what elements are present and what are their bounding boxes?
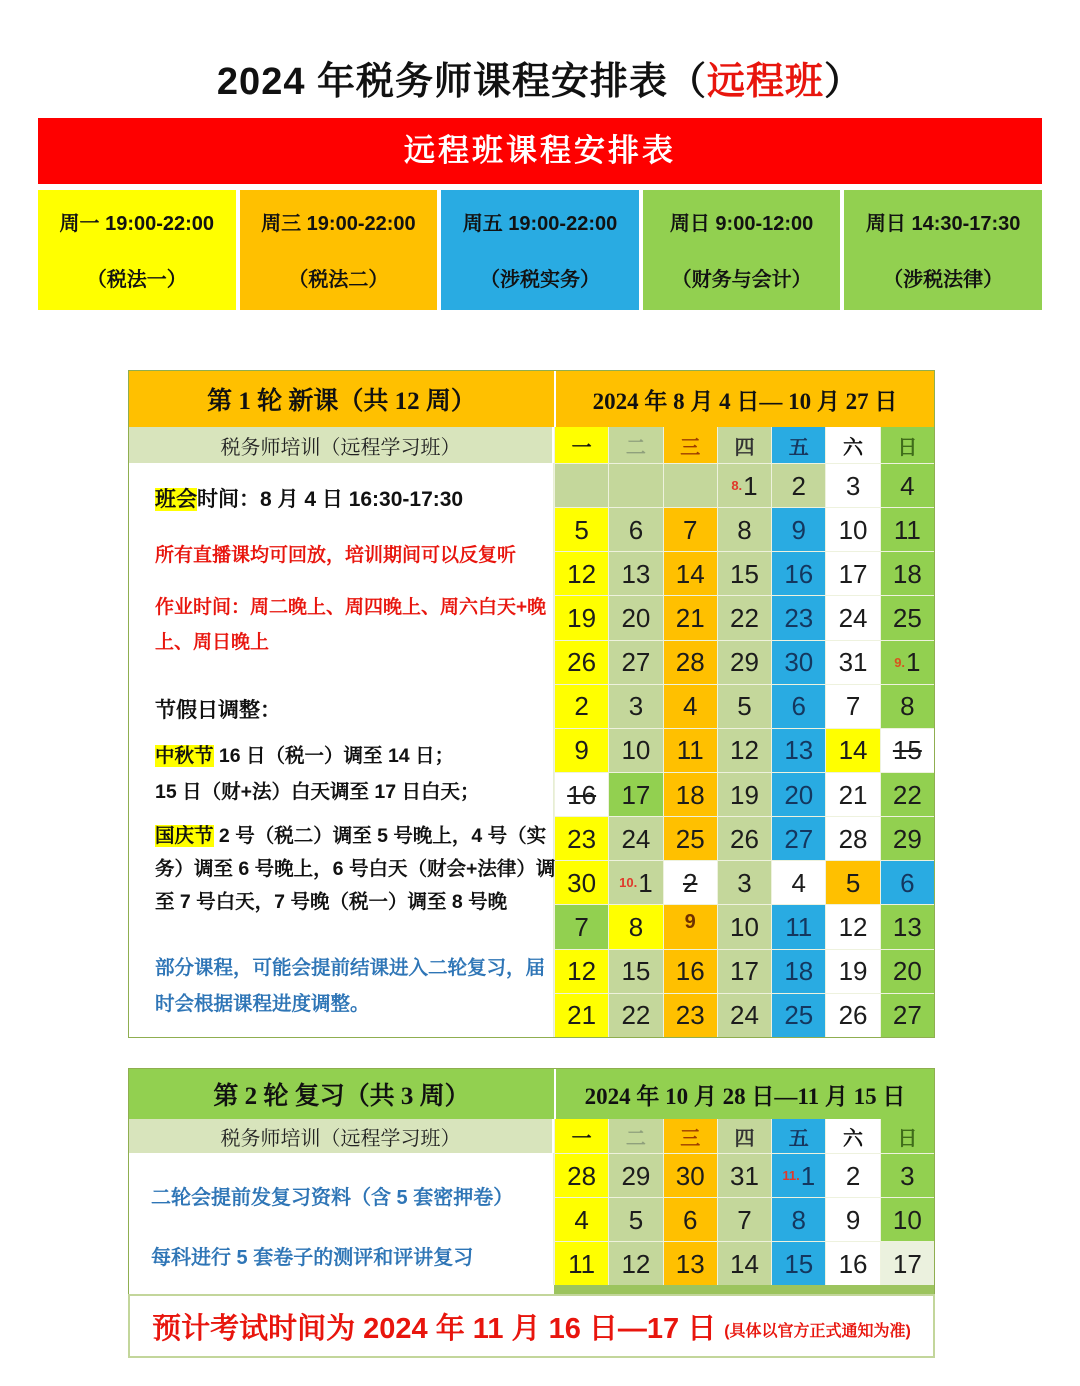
- calendar-day-number: 20: [892, 956, 922, 987]
- schedule-column: [844, 190, 1042, 310]
- weekday-header-cell: 三: [663, 1119, 717, 1153]
- calendar-day-cell: [554, 640, 608, 684]
- calendar-day-cell: [663, 595, 717, 639]
- round2-notes-panel: [129, 1153, 554, 1285]
- weekday-header-cell: 四: [717, 1119, 771, 1153]
- calendar-day-number: 7: [574, 911, 589, 942]
- calendar-day-cell: [663, 684, 717, 728]
- weekday-header-cell: 四: [717, 427, 771, 463]
- calendar-day-cell: [717, 1197, 771, 1241]
- weekday-header-cell: 六: [825, 427, 879, 463]
- calendar-day-number: 21: [675, 602, 705, 633]
- calendar-day-number: 4: [682, 691, 698, 722]
- calendar-day-cell: [608, 1197, 662, 1241]
- calendar-day-number: 3: [900, 1160, 915, 1191]
- calendar-day-cell: [554, 1241, 608, 1285]
- schedule-column-time: 周日 14:30-17:30: [865, 213, 1021, 235]
- calendar-day-number: 25: [784, 1000, 814, 1031]
- page-title-prefix: 2024 年税务师课程安排表（: [216, 61, 708, 103]
- calendar-day-cell: [663, 949, 717, 993]
- calendar-day-number: 30: [675, 1160, 705, 1191]
- calendar-day-cell: [663, 551, 717, 595]
- calendar-day-cell: [825, 1241, 879, 1285]
- calendar-day-cell: [825, 595, 879, 639]
- calendar-day-cell: [717, 904, 771, 948]
- calendar-day-number: 7: [682, 514, 698, 545]
- calendar-day-number: 8: [791, 1204, 807, 1235]
- calendar-day-cell: [663, 816, 717, 860]
- schedule-columns: [38, 190, 1042, 310]
- calendar-day-number: 7: [737, 1204, 752, 1235]
- calendar-day-number: 22: [892, 779, 922, 810]
- round1-body: [129, 463, 934, 1037]
- calendar-day-number: 5: [628, 1204, 644, 1235]
- exam-date-note: (具体以官方正式通知为准): [724, 1322, 911, 1340]
- calendar-day-number: 9: [684, 910, 696, 933]
- calendar-day-cell: [663, 1197, 717, 1241]
- calendar-day-cell: [554, 551, 608, 595]
- calendar-day-cell: [825, 772, 879, 816]
- round2-body: [129, 1153, 934, 1285]
- calendar-day-number: 2: [845, 1160, 861, 1191]
- calendar-day-number: 24: [621, 823, 651, 854]
- weekday-header-cell: 日: [880, 1119, 934, 1153]
- calendar-day-number: 3: [737, 867, 752, 898]
- calendar-day-number: 25: [675, 823, 705, 854]
- round2-weekday-row: [554, 1119, 934, 1153]
- calendar-day-cell: [554, 463, 608, 507]
- calendar-day-number: 15: [621, 956, 651, 987]
- weekday-header-cell: 一: [554, 427, 608, 463]
- calendar-day-number: 9: [845, 1204, 861, 1235]
- calendar-day-cell: [608, 772, 662, 816]
- calendar-day-cell: [825, 860, 879, 904]
- calendar-day-number: 19: [838, 956, 868, 987]
- calendar-day-cell: [717, 728, 771, 772]
- weekday-header-cell: 六: [825, 1119, 879, 1153]
- schedule-column-subject: （涉税实务）: [479, 269, 600, 291]
- calendar-day-number: 18: [675, 779, 705, 810]
- calendar-day-number: 12: [838, 911, 868, 942]
- calendar-day-number: 2: [791, 470, 807, 501]
- calendar-day-number: 14: [838, 735, 868, 766]
- calendar-day-number: 5: [845, 867, 861, 898]
- calendar-day-number: 8: [737, 514, 752, 545]
- calendar-day-cell: [608, 949, 662, 993]
- calendar-day-cell: [608, 551, 662, 595]
- calendar-day-number: 30: [784, 647, 814, 678]
- calendar-day-number: 13: [621, 558, 651, 589]
- note-mock-papers: 每科进行 5 套卷子的测评和评讲复习: [151, 1247, 474, 1269]
- calendar-day-cell: [771, 551, 825, 595]
- calendar-day-cell: [554, 1153, 608, 1197]
- calendar-day-cell: [554, 684, 608, 728]
- calendar-day-number: 23: [567, 823, 597, 854]
- calendar-day-number: 11: [785, 911, 813, 942]
- calendar-day-number: 5: [737, 691, 752, 722]
- calendar-day-number: 10: [730, 911, 759, 942]
- calendar-day-number: 3: [628, 691, 644, 722]
- calendar-day-number: 16: [675, 956, 705, 987]
- calendar-day-number: 1: [800, 1160, 816, 1191]
- weekday-header-cell: 五: [771, 427, 825, 463]
- calendar-day-cell: [771, 1153, 825, 1197]
- calendar-day-number: 20: [621, 602, 651, 633]
- calendar-day-cell: [825, 728, 879, 772]
- calendar-day-cell: [663, 904, 717, 948]
- calendar-day-number: 26: [567, 647, 597, 678]
- calendar-day-cell: [771, 772, 825, 816]
- calendar-day-cell: [608, 993, 662, 1037]
- weekday-header-cell: 五: [771, 1119, 825, 1153]
- calendar-day-cell: [771, 1197, 825, 1241]
- calendar-day-number: 2: [682, 867, 698, 898]
- calendar-month-prefix: 10.: [619, 875, 638, 891]
- calendar-day-cell: [880, 728, 934, 772]
- calendar-day-cell: [663, 1241, 717, 1285]
- calendar-day-cell: [717, 551, 771, 595]
- round1-calendar: [554, 463, 934, 1037]
- calendar-day-cell: [825, 463, 879, 507]
- schedule-column: [38, 190, 236, 310]
- calendar-day-cell: [663, 463, 717, 507]
- note-early-finish: 部分课程，可能会提前结课进入二轮复习，届时会根据课程进度调整。: [155, 957, 546, 1015]
- calendar-day-number: 27: [621, 647, 651, 678]
- calendar-day-cell: [717, 1241, 771, 1285]
- calendar-day-number: 21: [567, 1000, 597, 1031]
- weekday-header-cell: 一: [554, 1119, 608, 1153]
- schedule-column-time: 周五 19:00-22:00: [462, 213, 618, 235]
- page-title: [0, 50, 1080, 105]
- calendar-day-cell: [554, 507, 608, 551]
- calendar-day-number: 13: [675, 1248, 705, 1279]
- calendar-day-cell: [608, 728, 662, 772]
- calendar-day-cell: [717, 595, 771, 639]
- calendar-day-number: 26: [730, 823, 759, 854]
- round2-calendar: [554, 1153, 934, 1285]
- calendar-day-cell: [825, 993, 879, 1037]
- round2-header-row: [129, 1069, 934, 1119]
- calendar-day-cell: [717, 463, 771, 507]
- calendar-day-number: 9: [574, 735, 589, 766]
- schedule-column-time: 周三 19:00-22:00: [261, 213, 416, 235]
- round1-header-row: [129, 371, 934, 427]
- weekday-header-cell: 三: [663, 427, 717, 463]
- calendar-day-cell: [825, 949, 879, 993]
- calendar-day-cell: [880, 684, 934, 728]
- exam-date-text: 预计考试时间为 2024 年 11 月 16 日—17 日: [152, 1312, 717, 1345]
- calendar-day-cell: [663, 1153, 717, 1197]
- calendar-day-number: 15: [784, 1248, 814, 1279]
- calendar-day-number: 10: [838, 514, 868, 545]
- round1-table: [128, 370, 935, 1038]
- calendar-day-cell: [825, 816, 879, 860]
- round2-label: 第 2 轮 复习（共 3 周）: [129, 1069, 556, 1119]
- calendar-day-cell: [554, 816, 608, 860]
- calendar-day-cell: [717, 860, 771, 904]
- calendar-day-cell: [771, 728, 825, 772]
- note-mid-autumn-line2: 15 日（财+法）白天调至 17 日白天；: [155, 781, 480, 803]
- calendar-day-number: 10: [892, 1204, 922, 1235]
- calendar-day-cell: [771, 595, 825, 639]
- round2-table: [128, 1068, 935, 1296]
- note-mid-autumn-rest: 16 日（税一）调至 14 日；: [213, 745, 455, 767]
- calendar-day-number: 5: [574, 514, 589, 545]
- schedule-column-subject: （税法一）: [86, 269, 187, 291]
- round2-subheader-row: [129, 1119, 934, 1153]
- calendar-day-number: 4: [900, 470, 915, 501]
- calendar-day-number: 7: [845, 691, 861, 722]
- calendar-day-cell: [717, 993, 771, 1037]
- calendar-day-number: 14: [675, 558, 705, 589]
- calendar-day-cell: [554, 1197, 608, 1241]
- calendar-day-number: 25: [892, 602, 922, 633]
- calendar-day-number: 12: [621, 1248, 651, 1279]
- calendar-day-cell: [717, 772, 771, 816]
- round2-date-range: 2024 年 10 月 28 日—11 月 15 日: [584, 1083, 906, 1109]
- calendar-day-number: 12: [567, 956, 597, 987]
- calendar-day-cell: [554, 949, 608, 993]
- calendar-month-prefix: 9.: [894, 654, 906, 670]
- calendar-day-number: 24: [838, 602, 868, 633]
- calendar-day-number: 30: [567, 867, 597, 898]
- round1-label: 第 1 轮 新课（共 12 周）: [129, 371, 556, 427]
- calendar-day-cell: [771, 816, 825, 860]
- calendar-day-cell: [608, 684, 662, 728]
- calendar-day-cell: [771, 949, 825, 993]
- calendar-day-cell: [771, 1241, 825, 1285]
- calendar-day-number: 11: [676, 735, 704, 766]
- calendar-day-cell: [771, 507, 825, 551]
- note-national-rest: 2 号（税二）调至 5 号晚上，4 号（实务）调至 6 号晚上，6 号白天（财会+法律）调至 7 号白天，7 号晚（税一）调至 8 号晚: [155, 825, 556, 913]
- calendar-day-number: 23: [675, 1000, 705, 1031]
- calendar-day-number: 31: [730, 1160, 759, 1191]
- calendar-day-number: 11: [893, 514, 921, 545]
- calendar-day-cell: [771, 640, 825, 684]
- page-title-highlight: 远程班: [707, 61, 825, 103]
- calendar-day-cell: [663, 507, 717, 551]
- calendar-day-cell: [880, 860, 934, 904]
- calendar-day-cell: [880, 551, 934, 595]
- note-mid-autumn: [155, 740, 454, 768]
- calendar-day-number: 23: [784, 602, 814, 633]
- calendar-day-cell: [771, 904, 825, 948]
- calendar-day-cell: [717, 949, 771, 993]
- note-meeting-rest: 时间：8 月 4 日 16:30-17:30: [197, 488, 464, 511]
- calendar-day-cell: [663, 993, 717, 1037]
- calendar-day-number: 26: [838, 1000, 868, 1031]
- calendar-day-number: 13: [892, 911, 922, 942]
- calendar-day-number: 17: [892, 1248, 922, 1279]
- note-holiday-title: 节假日调整：: [155, 699, 281, 722]
- calendar-day-cell: [608, 595, 662, 639]
- calendar-day-number: 27: [892, 1000, 922, 1031]
- calendar-day-cell: [554, 595, 608, 639]
- calendar-day-cell: [825, 684, 879, 728]
- weekday-header-cell: 日: [880, 427, 934, 463]
- calendar-day-number: 15: [892, 735, 922, 766]
- calendar-day-number: 6: [791, 691, 807, 722]
- calendar-day-number: 22: [730, 602, 759, 633]
- calendar-day-cell: [825, 551, 879, 595]
- calendar-day-number: 4: [791, 867, 807, 898]
- calendar-day-number: 29: [621, 1160, 651, 1191]
- calendar-day-cell: [554, 904, 608, 948]
- calendar-day-number: 18: [784, 956, 814, 987]
- calendar-day-cell: [608, 860, 662, 904]
- calendar-day-cell: [554, 993, 608, 1037]
- round1-training-label: 税务师培训（远程学习班）: [129, 427, 554, 463]
- calendar-day-number: 31: [838, 647, 868, 678]
- round1-subheader-row: [129, 427, 934, 463]
- calendar-day-number: 18: [892, 558, 922, 589]
- calendar-day-number: 17: [621, 779, 651, 810]
- exam-date-banner: [128, 1294, 935, 1358]
- calendar-month-prefix: 11.: [782, 1168, 800, 1183]
- schedule-column: [441, 190, 639, 310]
- calendar-day-number: 19: [567, 602, 597, 633]
- calendar-day-number: 14: [730, 1248, 759, 1279]
- calendar-day-number: 1: [638, 867, 653, 898]
- calendar-day-cell: [554, 728, 608, 772]
- calendar-day-cell: [825, 1197, 879, 1241]
- calendar-day-cell: [825, 1153, 879, 1197]
- round1-weekday-row: [554, 427, 934, 463]
- calendar-day-cell: [880, 816, 934, 860]
- calendar-day-number: 2: [574, 691, 589, 722]
- calendar-day-number: 11: [568, 1248, 596, 1279]
- calendar-day-number: 15: [730, 558, 759, 589]
- calendar-day-cell: [880, 595, 934, 639]
- calendar-day-cell: [825, 640, 879, 684]
- calendar-day-number: 29: [892, 823, 922, 854]
- calendar-day-number: 9: [791, 514, 807, 545]
- schedule-column-subject: （财务与会计）: [671, 269, 812, 291]
- calendar-day-cell: [717, 640, 771, 684]
- calendar-day-cell: [608, 507, 662, 551]
- calendar-day-cell: [663, 772, 717, 816]
- note-meeting-highlight: 班会: [155, 488, 197, 511]
- schedule-column-subject: （涉税法律）: [883, 269, 1004, 291]
- calendar-month-prefix: 8.: [731, 478, 743, 494]
- calendar-day-cell: [608, 1153, 662, 1197]
- calendar-day-cell: [880, 1153, 934, 1197]
- note-replay: 所有直播课均可回放，培训期间可以反复听: [155, 545, 517, 566]
- calendar-day-cell: [880, 1197, 934, 1241]
- calendar-day-cell: [880, 640, 934, 684]
- calendar-day-number: 21: [838, 779, 868, 810]
- calendar-day-cell: [880, 772, 934, 816]
- calendar-day-cell: [663, 860, 717, 904]
- calendar-day-number: 6: [900, 867, 915, 898]
- calendar-day-number: 17: [730, 956, 759, 987]
- schedule-column: [643, 190, 841, 310]
- calendar-day-cell: [825, 507, 879, 551]
- weekday-header-cell: 二: [608, 1119, 662, 1153]
- note-national-highlight: 国庆节: [155, 825, 214, 847]
- round1-date-range: 2024 年 8 月 4 日— 10 月 27 日: [592, 388, 898, 414]
- note-class-meeting: [155, 483, 463, 513]
- note-mid-autumn-highlight: 中秋节: [155, 745, 214, 767]
- calendar-day-number: 3: [845, 470, 861, 501]
- calendar-day-number: 16: [838, 1248, 868, 1279]
- calendar-day-cell: [771, 463, 825, 507]
- calendar-day-number: 12: [730, 735, 759, 766]
- calendar-day-number: 13: [784, 735, 814, 766]
- calendar-day-number: 1: [906, 647, 921, 678]
- calendar-day-number: 19: [730, 779, 759, 810]
- calendar-day-cell: [717, 1153, 771, 1197]
- note-homework: 作业时间：周二晚上、周四晚上、周六白天+晚上、周日晚上: [155, 597, 547, 653]
- calendar-day-number: 8: [628, 911, 644, 942]
- page-title-suffix: ）: [824, 61, 864, 103]
- calendar-day-number: 6: [682, 1204, 698, 1235]
- calendar-day-cell: [880, 949, 934, 993]
- calendar-day-cell: [554, 772, 608, 816]
- schedule-column-time: 周日 9:00-12:00: [669, 213, 814, 235]
- calendar-day-number: 1: [743, 470, 758, 501]
- calendar-day-number: 10: [621, 735, 651, 766]
- calendar-day-cell: [771, 993, 825, 1037]
- calendar-day-cell: [608, 816, 662, 860]
- calendar-day-cell: [880, 463, 934, 507]
- calendar-day-cell: [608, 640, 662, 684]
- calendar-day-cell: [825, 904, 879, 948]
- calendar-day-number: 8: [900, 691, 915, 722]
- calendar-day-number: 28: [675, 647, 705, 678]
- calendar-day-cell: [880, 993, 934, 1037]
- note-review-material: 二轮会提前发复习资料（含 5 套密押卷）: [151, 1187, 514, 1209]
- weekday-header-cell: 二: [608, 427, 662, 463]
- calendar-day-number: 16: [784, 558, 814, 589]
- calendar-day-cell: [717, 507, 771, 551]
- calendar-day-number: 6: [628, 514, 644, 545]
- calendar-day-cell: [771, 860, 825, 904]
- calendar-day-cell: [608, 904, 662, 948]
- calendar-day-number: 22: [621, 1000, 651, 1031]
- calendar-day-cell: [608, 463, 662, 507]
- calendar-day-cell: [880, 1241, 934, 1285]
- calendar-day-number: 20: [784, 779, 814, 810]
- note-national-day: [155, 820, 559, 919]
- banner-title: 远程班课程安排表: [38, 118, 1042, 184]
- calendar-day-number: 16: [567, 779, 597, 810]
- calendar-day-number: 28: [838, 823, 868, 854]
- calendar-day-cell: [608, 1241, 662, 1285]
- calendar-day-cell: [880, 507, 934, 551]
- round1-notes-panel: [129, 463, 554, 1037]
- calendar-day-number: 27: [784, 823, 814, 854]
- schedule-column-time: 周一 19:00-22:00: [59, 213, 215, 235]
- calendar-day-cell: [717, 684, 771, 728]
- schedule-column: [240, 190, 438, 310]
- calendar-day-number: 24: [730, 1000, 759, 1031]
- calendar-day-number: 28: [567, 1160, 597, 1191]
- calendar-day-number: 29: [730, 647, 759, 678]
- schedule-column-subject: （税法二）: [288, 269, 389, 291]
- calendar-day-cell: [663, 640, 717, 684]
- calendar-day-cell: [880, 904, 934, 948]
- calendar-day-cell: [717, 816, 771, 860]
- calendar-day-number: 4: [574, 1204, 589, 1235]
- calendar-day-number: 12: [567, 558, 597, 589]
- round2-training-label: 税务师培训（远程学习班）: [129, 1119, 554, 1153]
- calendar-day-cell: [771, 684, 825, 728]
- calendar-day-cell: [554, 860, 608, 904]
- calendar-day-cell: [663, 728, 717, 772]
- calendar-day-number: 17: [838, 558, 868, 589]
